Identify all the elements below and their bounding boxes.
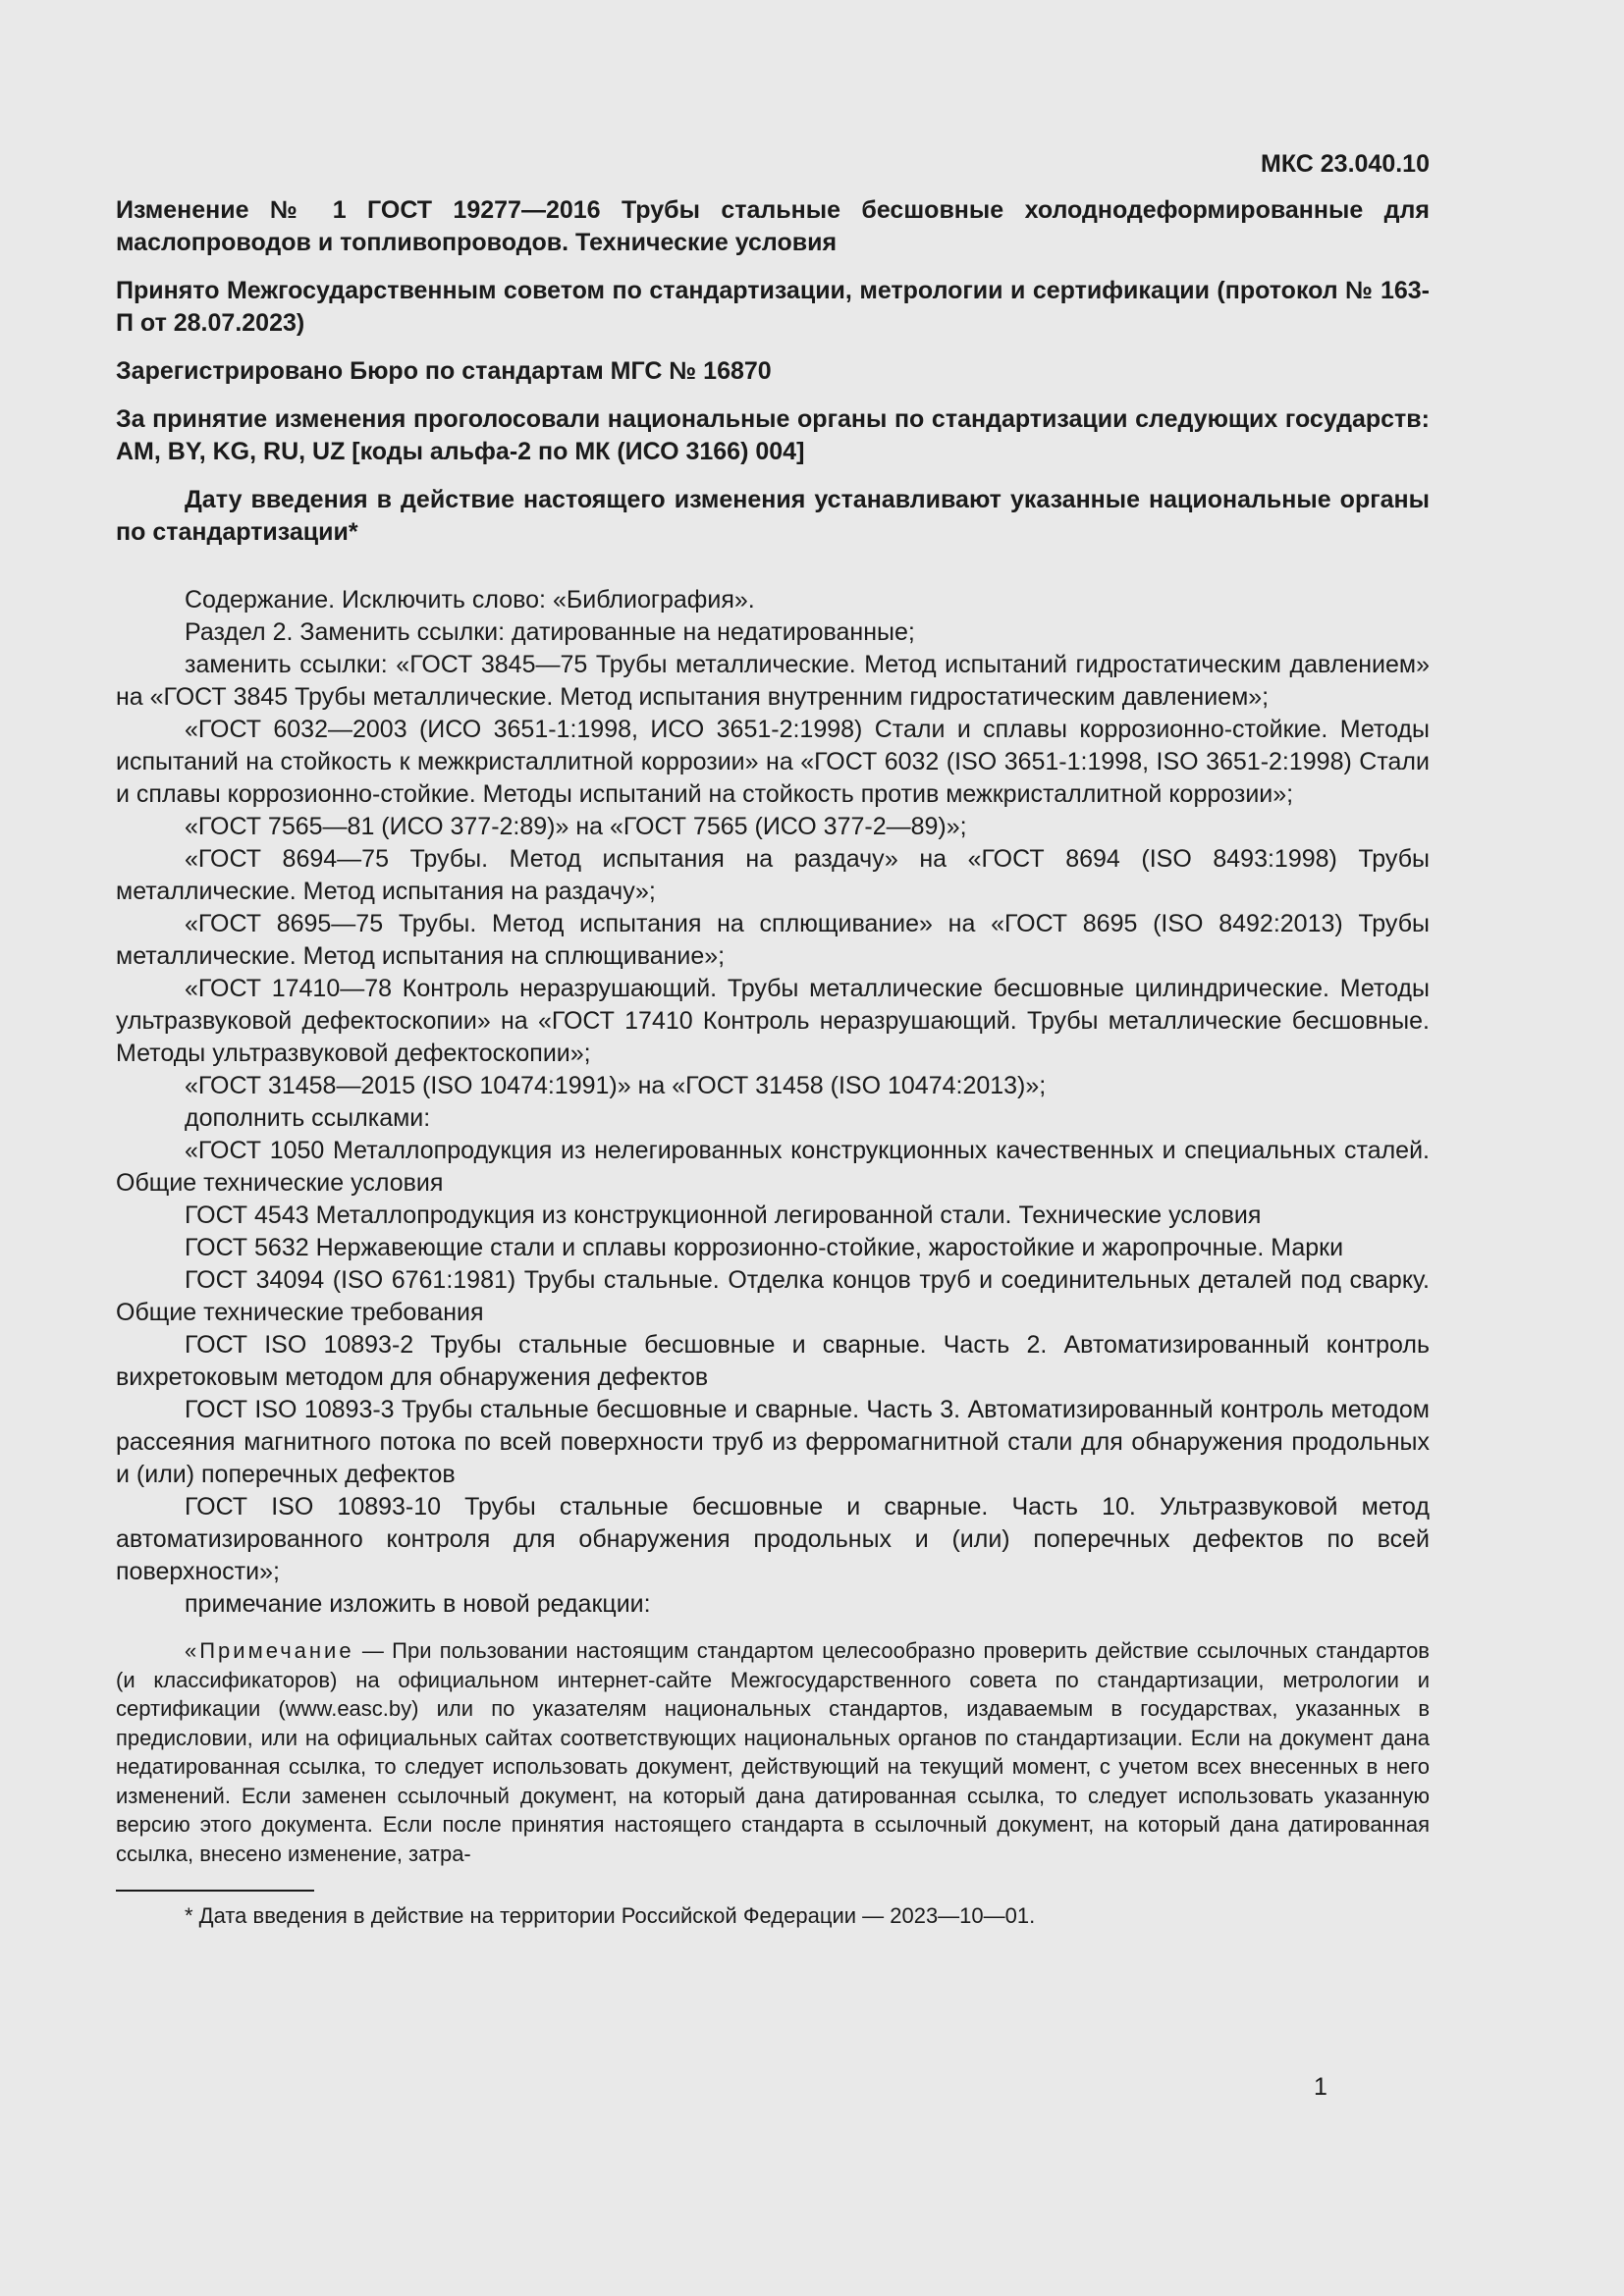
footnote-divider [116, 1890, 314, 1892]
body-paragraph: ГОСТ ISO 10893-2 Трубы стальные бесшовные и сварные. Часть 2. Автоматизированный контроль вихретоковым методом для обнаружения дефектов [116, 1331, 1430, 1391]
body-paragraph: «ГОСТ 8695—75 Трубы. Метод испытания на сплющивание» на «ГОСТ 8695 (ISO 8492:2013) Трубы металлические. Метод испытания на сплющивание»; [116, 910, 1430, 970]
body-paragraph: дополнить ссылками: [185, 1104, 431, 1132]
page-number: 1 [1314, 2073, 1327, 2101]
body-paragraph: «ГОСТ 17410—78 Контроль неразрушающий. Трубы металлические бесшовные цилиндрические. Методы ультразвуковой дефектоскопии» на «ГОСТ 17410 Контроль неразрушающий. Трубы металлические бесшовные. Методы ультразвуковой дефектоскопии»; [116, 975, 1430, 1067]
voting-statement: За принятие изменения проголосовали национальные органы по стандартизации следующих государств: AM, BY, KG, RU, UZ [коды альфа-2 по МК (ИСО 3166) 004] [116, 405, 1430, 465]
body-paragraph: «ГОСТ 31458—2015 (ISO 10474:1991)» на «ГОСТ 31458 (ISO 10474:2013)»; [185, 1072, 1047, 1099]
body-paragraph: «ГОСТ 6032—2003 (ИСО 3651-1:1998, ИСО 3651-2:1998) Стали и сплавы коррозионно-стойкие. Методы испытаний на стойкость к межкристаллитной коррозии» на «ГОСТ 6032 (ISO 3651-1:1998, ISO 3651-2:1998) Стали и сплавы коррозионно-стойкие. Методы испытаний на стойкость против межкристаллитной коррозии»; [116, 716, 1430, 808]
footnote: * Дата введения в действие на территории Российской Федерации — 2023—10—01. [185, 1903, 1036, 1928]
body-paragraph: Содержание. Исключить слово: «Библиография». [185, 586, 755, 614]
registration-statement: Зарегистрировано Бюро по стандартам МГС № 16870 [116, 357, 772, 385]
body-paragraph: ГОСТ 4543 Металлопродукция из конструкционной легированной стали. Технические условия [185, 1201, 1262, 1229]
body-paragraph: ГОСТ 34094 (ISO 6761:1981) Трубы стальные. Отделка концов труб и соединительных деталей под сварку. Общие технические требования [116, 1266, 1430, 1326]
body-paragraph: ГОСТ ISO 10893-10 Трубы стальные бесшовные и сварные. Часть 10. Ультразвуковой метод автоматизированного контроля для обнаружения продольных и (или) поперечных дефектов по всей поверхности»; [116, 1493, 1430, 1585]
document-page [116, 147, 1430, 1931]
body-paragraph: ГОСТ 5632 Нержавеющие стали и сплавы коррозионно-стойкие, жаростойкие и жаропрочные. Марки [185, 1234, 1344, 1261]
body-paragraph: «ГОСТ 1050 Металлопродукция из нелегированных конструкционных качественных и специальных сталей. Общие технические условия [116, 1137, 1430, 1197]
note-text: — При пользовании настоящим стандартом целесообразно проверить действие ссылочных стандартов (и классификаторов) на официальном интернет-сайте Межгосударственного совета по стандартизации, метрологии и сертификации (www.easc.by) или по указателям национальных стандартов, издаваемым в государствах, указанных в предисловии, или на официальных сайтах соответствующих национальных органов по стандартизации. Если на документ дана недатированная ссылка, то следует использовать документ, действующий на текущий момент, с учетом всех внесенных в него изменений. Если заменен ссылочный документ, на который дана датированная ссылка, то следует использовать указанную версию этого документа. Если после принятия настоящего стандарта в ссылочный документ, на который дана датированная ссылка, внесено изменение, затра- [116, 1638, 1430, 1866]
body-paragraph: «ГОСТ 7565—81 (ИСО 377-2:89)» на «ГОСТ 7565 (ИСО 377-2—89)»; [185, 813, 967, 840]
effective-date-statement: Дату введения в действие настоящего изменения устанавливают указанные национальные органы по стандартизации* [116, 486, 1430, 546]
body-paragraph: примечание изложить в новой редакции: [185, 1590, 651, 1618]
amendment-title: Изменение № 1 ГОСТ 19277—2016 Трубы стальные бесшовные холоднодеформированные для маслопроводов и топливопроводов. Технические условия [116, 196, 1430, 256]
amendment-body [116, 584, 1430, 1868]
body-paragraph: Раздел 2. Заменить ссылки: датированные на недатированные; [185, 618, 915, 646]
adopted-statement: Принято Межгосударственным советом по стандартизации, метрологии и сертификации (протокол № 163-П от 28.07.2023) [116, 277, 1430, 337]
body-paragraph: ГОСТ ISO 10893-3 Трубы стальные бесшовные и сварные. Часть 3. Автоматизированный контроль методом рассеяния магнитного потока по всей поверхности труб из ферромагнитной стали для обнаружения продольных и (или) поперечных дефектов [116, 1396, 1430, 1488]
body-paragraph: заменить ссылки: «ГОСТ 3845—75 Трубы металлические. Метод испытаний гидростатическим давлением» на «ГОСТ 3845 Трубы металлические. Метод испытания внутренним гидростатическим давлением»; [116, 651, 1430, 711]
mks-code: МКС 23.040.10 [1261, 150, 1430, 178]
note-label: «Примечание [185, 1638, 354, 1663]
body-paragraph: «ГОСТ 8694—75 Трубы. Метод испытания на раздачу» на «ГОСТ 8694 (ISO 8493:1998) Трубы металлические. Метод испытания на раздачу»; [116, 845, 1430, 905]
note-paragraph [116, 1636, 1430, 1868]
